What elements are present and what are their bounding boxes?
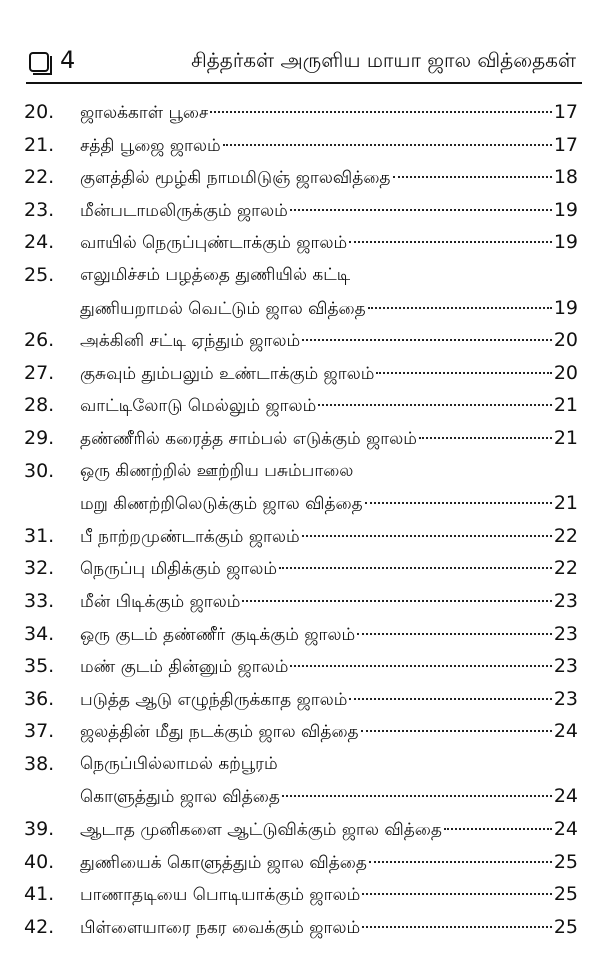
entry-number: 33. [24,589,55,612]
entry-text-row [80,194,578,228]
entry-page-number: 22 [553,557,578,580]
entry-text-row [80,715,578,749]
entry-number: 39. [24,818,55,841]
dot-leader [368,307,552,309]
entry-text-row [80,292,578,326]
dot-leader [302,535,552,537]
toc-entry [0,650,600,683]
dot-leader [349,241,552,243]
toc-line [0,911,600,944]
entry-text-row [80,846,578,880]
entry-text-row [80,129,578,163]
dot-leader [362,926,552,928]
toc-line [0,357,600,390]
toc-line [0,487,600,520]
toc-entry [0,96,600,129]
entry-text-row [80,161,578,195]
entry-page-number: 17 [553,101,578,123]
dot-leader [393,176,552,178]
entry-number: 24. [24,231,55,254]
dot-leader [242,600,551,602]
toc-entry [0,161,600,194]
dot-leader [444,828,552,830]
entry-title: கொளுத்தும் ஜால வித்தை [80,787,280,808]
dot-leader [369,861,552,863]
toc-entry [0,813,600,846]
entry-number: 29. [24,426,55,449]
entry-title: ஜலத்தின் மீது நடக்கும் ஜால வித்தை [80,722,359,743]
entry-number: 26. [24,329,55,352]
entry-number: 32. [24,557,55,580]
toc-line [0,618,600,651]
entry-page-number: 21 [553,394,578,417]
entry-text-row [80,389,578,423]
dot-leader [210,111,551,113]
entry-title: பாணாதடியை பொடியாக்கும் ஜாலம் [80,885,361,906]
entry-number: 25. [24,263,55,286]
toc-line [0,292,600,325]
toc-line [0,715,600,748]
entry-title: மறு கிணற்றிலெடுக்கும் ஜால வித்தை [80,494,363,515]
dot-leader [419,437,552,439]
dot-leader [376,372,551,374]
entry-text-row [80,618,578,652]
entry-page-number: 17 [553,133,578,156]
entry-text-row [80,650,578,684]
entry-number: 21. [24,133,55,156]
toc-line [0,650,600,683]
entry-text-row [80,324,578,358]
toc-entry [0,585,600,618]
toc-entry [0,129,600,162]
entry-title: எலுமிச்சம் பழத்தை துணியில் கட்டி [80,264,351,285]
toc-line [0,226,600,259]
toc-line [0,259,600,292]
dot-leader [282,795,552,797]
toc-entry [0,194,600,227]
toc-line [0,129,600,162]
entry-text-row [80,455,578,488]
toc-line [0,683,600,716]
entry-text-row [80,878,578,912]
entry-number: 28. [24,394,55,417]
dot-leader [365,502,552,504]
entry-number: 37. [24,720,55,743]
entry-text-row [80,487,578,521]
entry-title: மீன் பிடிக்கும் ஜாலம் [80,591,241,612]
dot-leader [349,698,551,700]
toc-entry [0,552,600,585]
entry-title: ஆடாத முனிகளை ஆட்டுவிக்கும் ஜால வித்தை [80,820,442,841]
entry-number: 30. [24,459,55,482]
dot-leader [290,665,551,667]
dot-leader [290,209,552,211]
toc-line [0,878,600,911]
dot-leader [279,567,552,569]
dot-leader [361,730,552,732]
entry-page-number: 19 [553,231,578,254]
dot-leader [357,633,552,635]
entry-page-number: 23 [553,622,578,645]
entry-title: சத்தி பூஜை ஜாலம் [80,135,221,156]
entry-number: 36. [24,687,55,710]
toc-entry [0,455,600,520]
square-box-icon [29,52,49,72]
entry-number: 23. [24,198,55,221]
entry-title: நெருப்பில்லாமல் கற்பூரம் [80,753,278,774]
entry-page-number: 23 [553,589,578,612]
table-of-contents [0,96,600,943]
entry-page-number: 25 [553,915,578,938]
entry-title: தண்ணீரில் கரைத்த சாம்பல் எடுக்கும் ஜாலம் [80,428,417,449]
entry-number: 41. [24,883,55,906]
entry-title: பிள்ளையாரை நகர வைக்கும் ஜாலம் [80,917,361,938]
entry-page-number: 22 [553,524,578,547]
toc-line [0,161,600,194]
toc-line [0,552,600,585]
entry-text-row [80,813,578,847]
toc-line [0,780,600,813]
entry-number: 22. [24,166,55,189]
header-rule [26,82,582,84]
entry-text-row [80,552,578,586]
entry-number: 31. [24,524,55,547]
entry-title: வாட்டிலோடு மெல்லும் ஜாலம் [80,396,317,417]
entry-title: குளத்தில் மூழ்கி நாமமிடுஞ் ஜாலவித்தை [80,168,391,189]
toc-entry [0,226,600,259]
dot-leader [318,404,551,406]
entry-text-row [80,911,578,945]
entry-title: மண் குடம் தின்னும் ஜாலம் [80,657,289,678]
toc-entry [0,259,600,324]
dot-leader [362,893,552,895]
entry-page-number: 20 [553,329,578,352]
entry-page-number: 24 [553,720,578,743]
toc-line [0,194,600,227]
entry-title: குசுவும் தும்பலும் உண்டாக்கும் ஜாலம் [80,363,375,384]
entry-title: துணியறாமல் வெட்டும் ஜால வித்தை [80,298,366,319]
toc-line [0,748,600,781]
toc-line [0,96,600,129]
entry-number: 42. [24,915,55,938]
entry-title: அக்கினி சட்டி ஏந்தும் ஜாலம் [80,331,301,352]
entry-title: படுத்த ஆடு எழுந்திருக்காத ஜாலம் [80,689,348,710]
toc-entry [0,911,600,944]
toc-line [0,520,600,553]
toc-entry [0,715,600,748]
entry-page-number: 21 [553,426,578,449]
entry-page-number: 20 [553,361,578,384]
entry-text-row [80,748,578,781]
toc-line [0,585,600,618]
entry-title: பீ நாற்றமுண்டாக்கும் ஜாலம் [80,526,300,547]
entry-number: 34. [24,622,55,645]
entry-page-number: 23 [553,687,578,710]
toc-entry [0,324,600,357]
entry-page-number: 25 [553,883,578,906]
toc-line [0,846,600,879]
entry-page-number: 18 [553,166,578,189]
entry-title: ஒரு கிணற்றில் ஊற்றிய பசும்பாலை [80,460,354,481]
toc-entry [0,520,600,553]
entry-text-row [80,226,578,260]
entry-number: 35. [24,655,55,678]
toc-line [0,455,600,488]
running-title: சித்தர்கள் அருளிய மாயா ஜால வித்தைகள் [191,48,576,72]
entry-text-row [80,96,578,130]
toc-entry [0,389,600,422]
toc-line [0,389,600,422]
dot-leader [223,144,552,146]
entry-text-row [80,520,578,554]
toc-line [0,813,600,846]
entry-page-number: 23 [553,655,578,678]
toc-entry [0,748,600,813]
entry-number: 40. [24,850,55,873]
entry-page-number: 21 [553,492,578,515]
entry-title: மீன்படாமலிருக்கும் ஜாலம் [80,200,288,221]
entry-title: நெருப்பு மிதிக்கும் ஜாலம் [80,559,278,580]
toc-entry [0,422,600,455]
entry-number: 27. [24,361,55,384]
toc-entry [0,683,600,716]
toc-line [0,324,600,357]
dot-leader [302,339,552,341]
entry-text-row [80,585,578,619]
entry-page-number: 24 [553,818,578,841]
entry-title: துணியைக் கொளுத்தும் ஜால வித்தை [80,852,367,873]
page-number: 4 [60,46,76,74]
toc-entry [0,357,600,390]
entry-text-row [80,780,578,814]
entry-page-number: 24 [553,785,578,808]
toc-entry [0,846,600,879]
page-header [0,0,600,86]
entry-number: 20. [24,101,55,123]
entry-page-number: 25 [553,850,578,873]
toc-line [0,422,600,455]
toc-entry [0,878,600,911]
entry-title: வாயில் நெருப்புண்டாக்கும் ஜாலம் [80,233,348,254]
entry-text-row [80,422,578,456]
entry-number: 38. [24,752,55,775]
entry-title: ஜாலக்காள் பூசை [80,103,209,123]
entry-text-row [80,259,578,292]
toc-entry [0,618,600,651]
entry-text-row [80,683,578,717]
entry-page-number: 19 [553,296,578,319]
entry-page-number: 19 [553,198,578,221]
entry-title: ஒரு குடம் தண்ணீர் குடிக்கும் ஜாலம் [80,624,356,645]
entry-text-row [80,357,578,391]
